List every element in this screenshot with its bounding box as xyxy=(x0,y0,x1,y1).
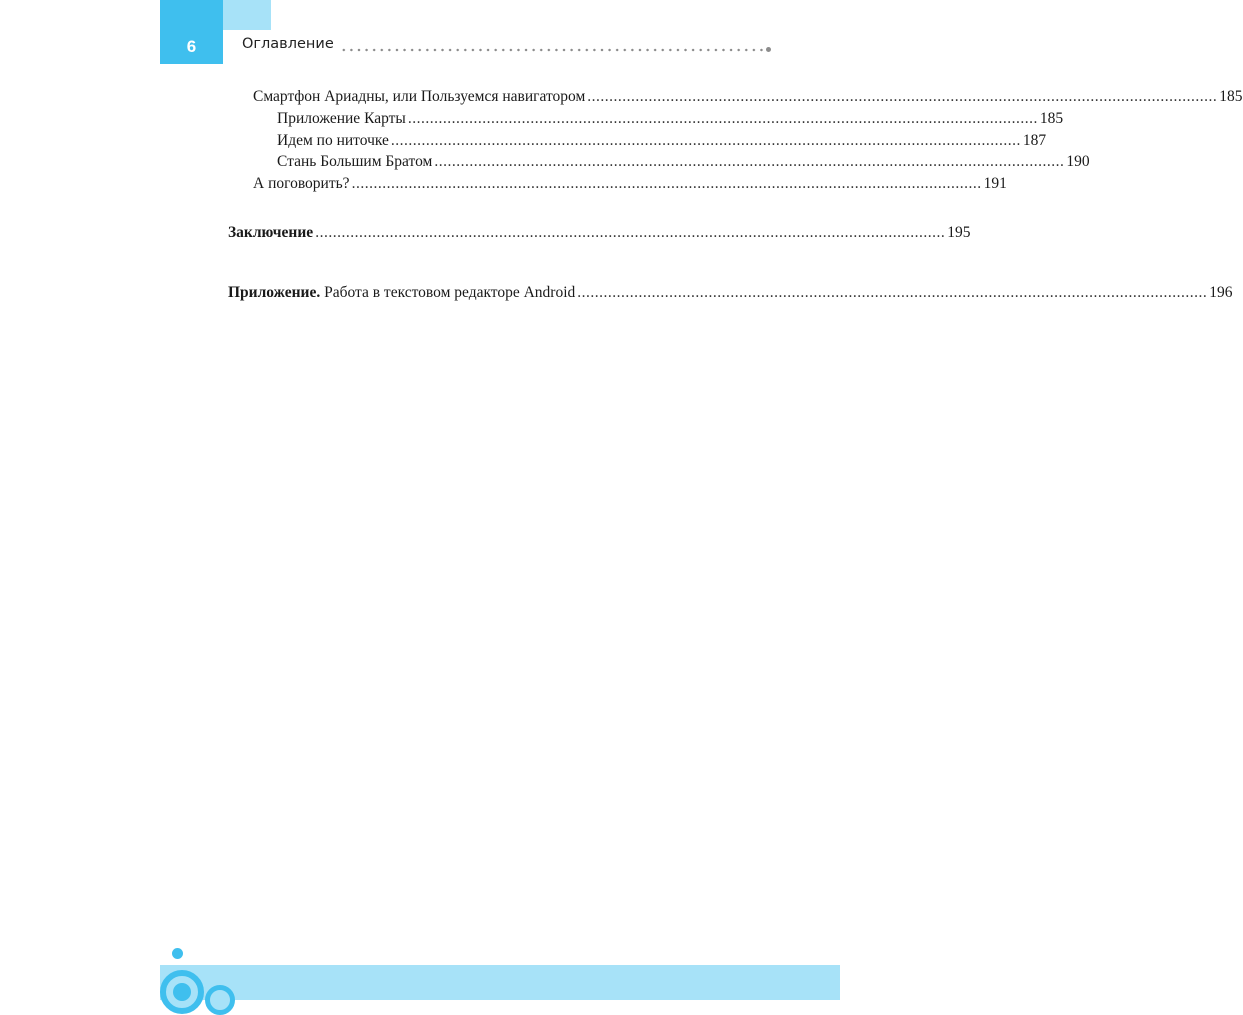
toc-entry-page: 191 xyxy=(983,175,1007,192)
toc-entry-page: 190 xyxy=(1066,153,1090,170)
toc-entry[interactable] xyxy=(277,152,1090,172)
toc-entry[interactable] xyxy=(277,109,1064,129)
toc-entry-page: 195 xyxy=(947,224,971,241)
toc-entry-title: Приложение Карты xyxy=(277,110,406,127)
header-dotted-rule xyxy=(340,48,773,52)
toc-leader-dots: ................................................................................................................................................ xyxy=(587,88,1218,105)
running-title: Оглавление xyxy=(242,36,334,52)
toc-leader-dots: ................................................................................................................................................ xyxy=(577,284,1208,301)
toc-entry-page: 185 xyxy=(1039,110,1064,127)
toc-leader-dots: ................................................................................................................................................ xyxy=(434,153,1065,170)
footer-accent-bar xyxy=(160,965,840,1000)
header-rule-end-dot xyxy=(766,47,771,52)
toc-entry[interactable] xyxy=(253,87,1243,107)
toc-entry-page: 187 xyxy=(1022,132,1047,149)
toc-entry[interactable] xyxy=(277,131,1047,151)
toc-leader-dots: ................................................................................................................................................ xyxy=(390,132,1021,149)
toc-entry-title: Стань Большим Братом xyxy=(277,153,433,170)
toc-entry-title: Идем по ниточке xyxy=(277,132,389,149)
toc-entry-title: Смартфон Ариадны, или Пользуемся навигатором xyxy=(253,88,586,105)
toc-entry-page: 185 xyxy=(1219,88,1243,105)
footer-dot-icon xyxy=(172,948,183,959)
footer-ring-small xyxy=(205,985,235,1015)
toc-entry-page: 196 xyxy=(1209,284,1233,301)
toc-entry-title: А поговорить? xyxy=(253,175,350,192)
toc-leader-dots: ................................................................................................................................................ xyxy=(351,175,982,192)
toc-entry-title-bold: Приложение. xyxy=(228,284,321,301)
toc-entry-title xyxy=(228,223,313,243)
toc-leader-dots: ................................................................................................................................................ xyxy=(407,110,1038,127)
toc-entry-title-rest: Работа в текстовом редакторе Android xyxy=(320,284,576,301)
toc-leader-dots: ................................................................................................................................................ xyxy=(315,224,946,241)
toc-entry-chapter[interactable] xyxy=(228,223,971,243)
toc-entry[interactable] xyxy=(253,174,1007,194)
header-accent-block-light xyxy=(223,0,271,30)
toc-entry-chapter[interactable] xyxy=(228,283,1233,303)
page-number: 6 xyxy=(186,37,197,56)
footer-ring-large-center xyxy=(173,983,191,1001)
toc-entry-title-bold: Заключение xyxy=(228,224,314,241)
toc-entry-title xyxy=(228,283,575,303)
